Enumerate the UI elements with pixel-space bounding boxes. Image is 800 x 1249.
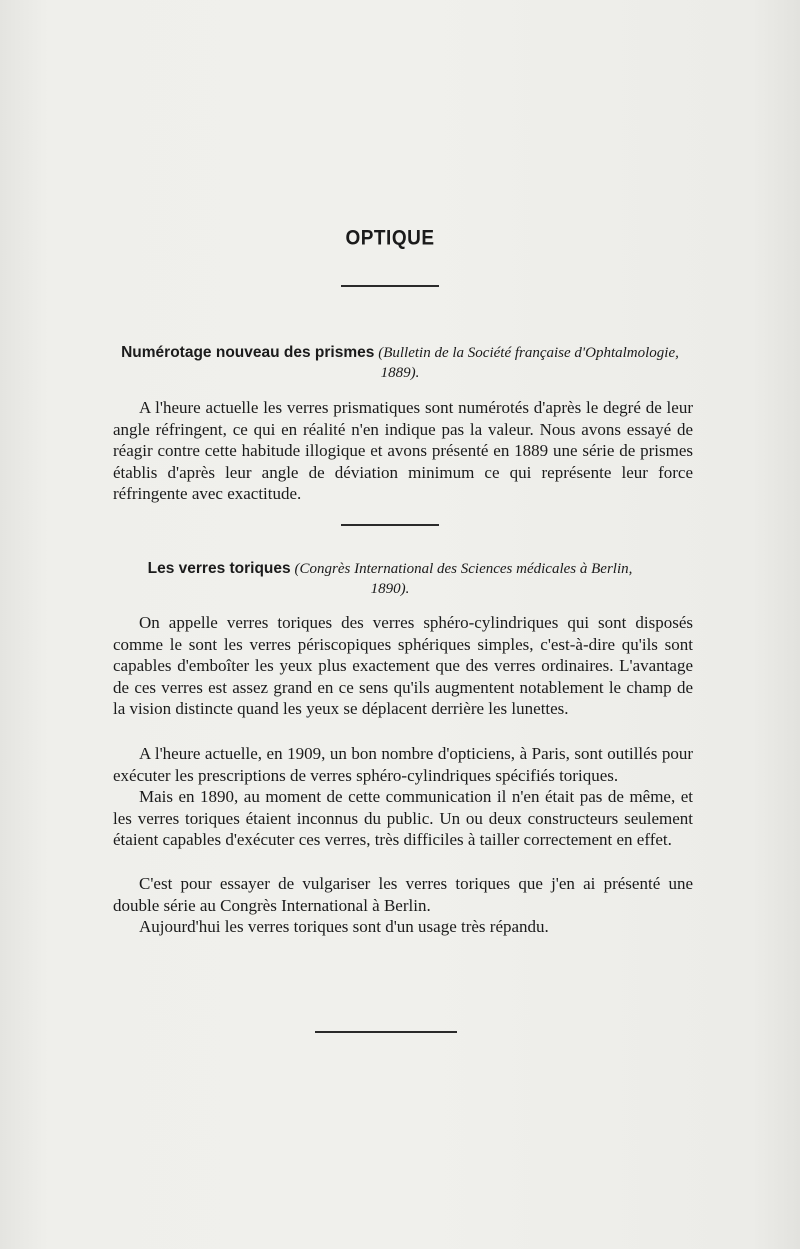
section-heading-toriques [130, 559, 650, 599]
title-rule [341, 285, 439, 287]
paragraph-prismes-1: A l'heure actuelle les verres prismatiques sont numérotés d'après le degré de leur angle réfringent, ce qui en réalité n'en indique pas la valeur. Nous avons essayé de réagir contre cette habitude illogique et avons présenté en 1889 une série de prismes établis d'après leur angle de déviation minimum ce qui représente leur force réfringente avec exactitude. [113, 398, 693, 504]
paragraph-toriques-2: A l'heure actuelle, en 1909, un bon nombre d'opticiens, à Paris, sont outillés pour exécuter les prescriptions de verres sphéro-cylindriques spécifiés toriques. [113, 744, 693, 785]
paragraph-toriques-4: C'est pour essayer de vulgariser les verres toriques que j'en ai présenté une double série au Congrès International à Berlin. [113, 874, 693, 915]
paragraph-toriques-5: Aujourd'hui les verres toriques sont d'un usage très répandu. [139, 917, 549, 936]
section-heading-source: (Bulletin de la Société française d'Ophtalmologie, 1889). [378, 345, 679, 381]
page-title: OPTIQUE [345, 226, 435, 251]
section-heading-bold: Numérotage nouveau des prismes [121, 344, 375, 361]
paragraph-toriques-3: Mais en 1890, au moment de cette communication il n'en était pas de même, et les verres toriques étaient inconnus du public. Un ou deux constructeurs seulement étaient capables d'exécuter ces verres, très difficiles à tailler correctement en effet. [113, 787, 693, 850]
section-heading-prismes [120, 343, 680, 383]
end-rule [315, 1031, 457, 1033]
section-heading-bold: Les verres toriques [147, 560, 291, 577]
section-heading-source: (Congrès International des Sciences médicales à Berlin, 1890). [294, 561, 633, 597]
paragraph-toriques-1: On appelle verres toriques des verres sphéro-cylindriques qui sont disposés comme le sont les verres périscopiques sphériques simples, c'est-à-dire qu'ils sont capables d'emboîter les yeux plus exactement que des verres ordinaires. L'avantage de ces verres est assez grand en ce sens qu'ils augmentent notablement le champ de la vision distincte quand les yeux se déplacent derrière les lunettes. [113, 613, 693, 719]
section-rule [341, 524, 439, 526]
